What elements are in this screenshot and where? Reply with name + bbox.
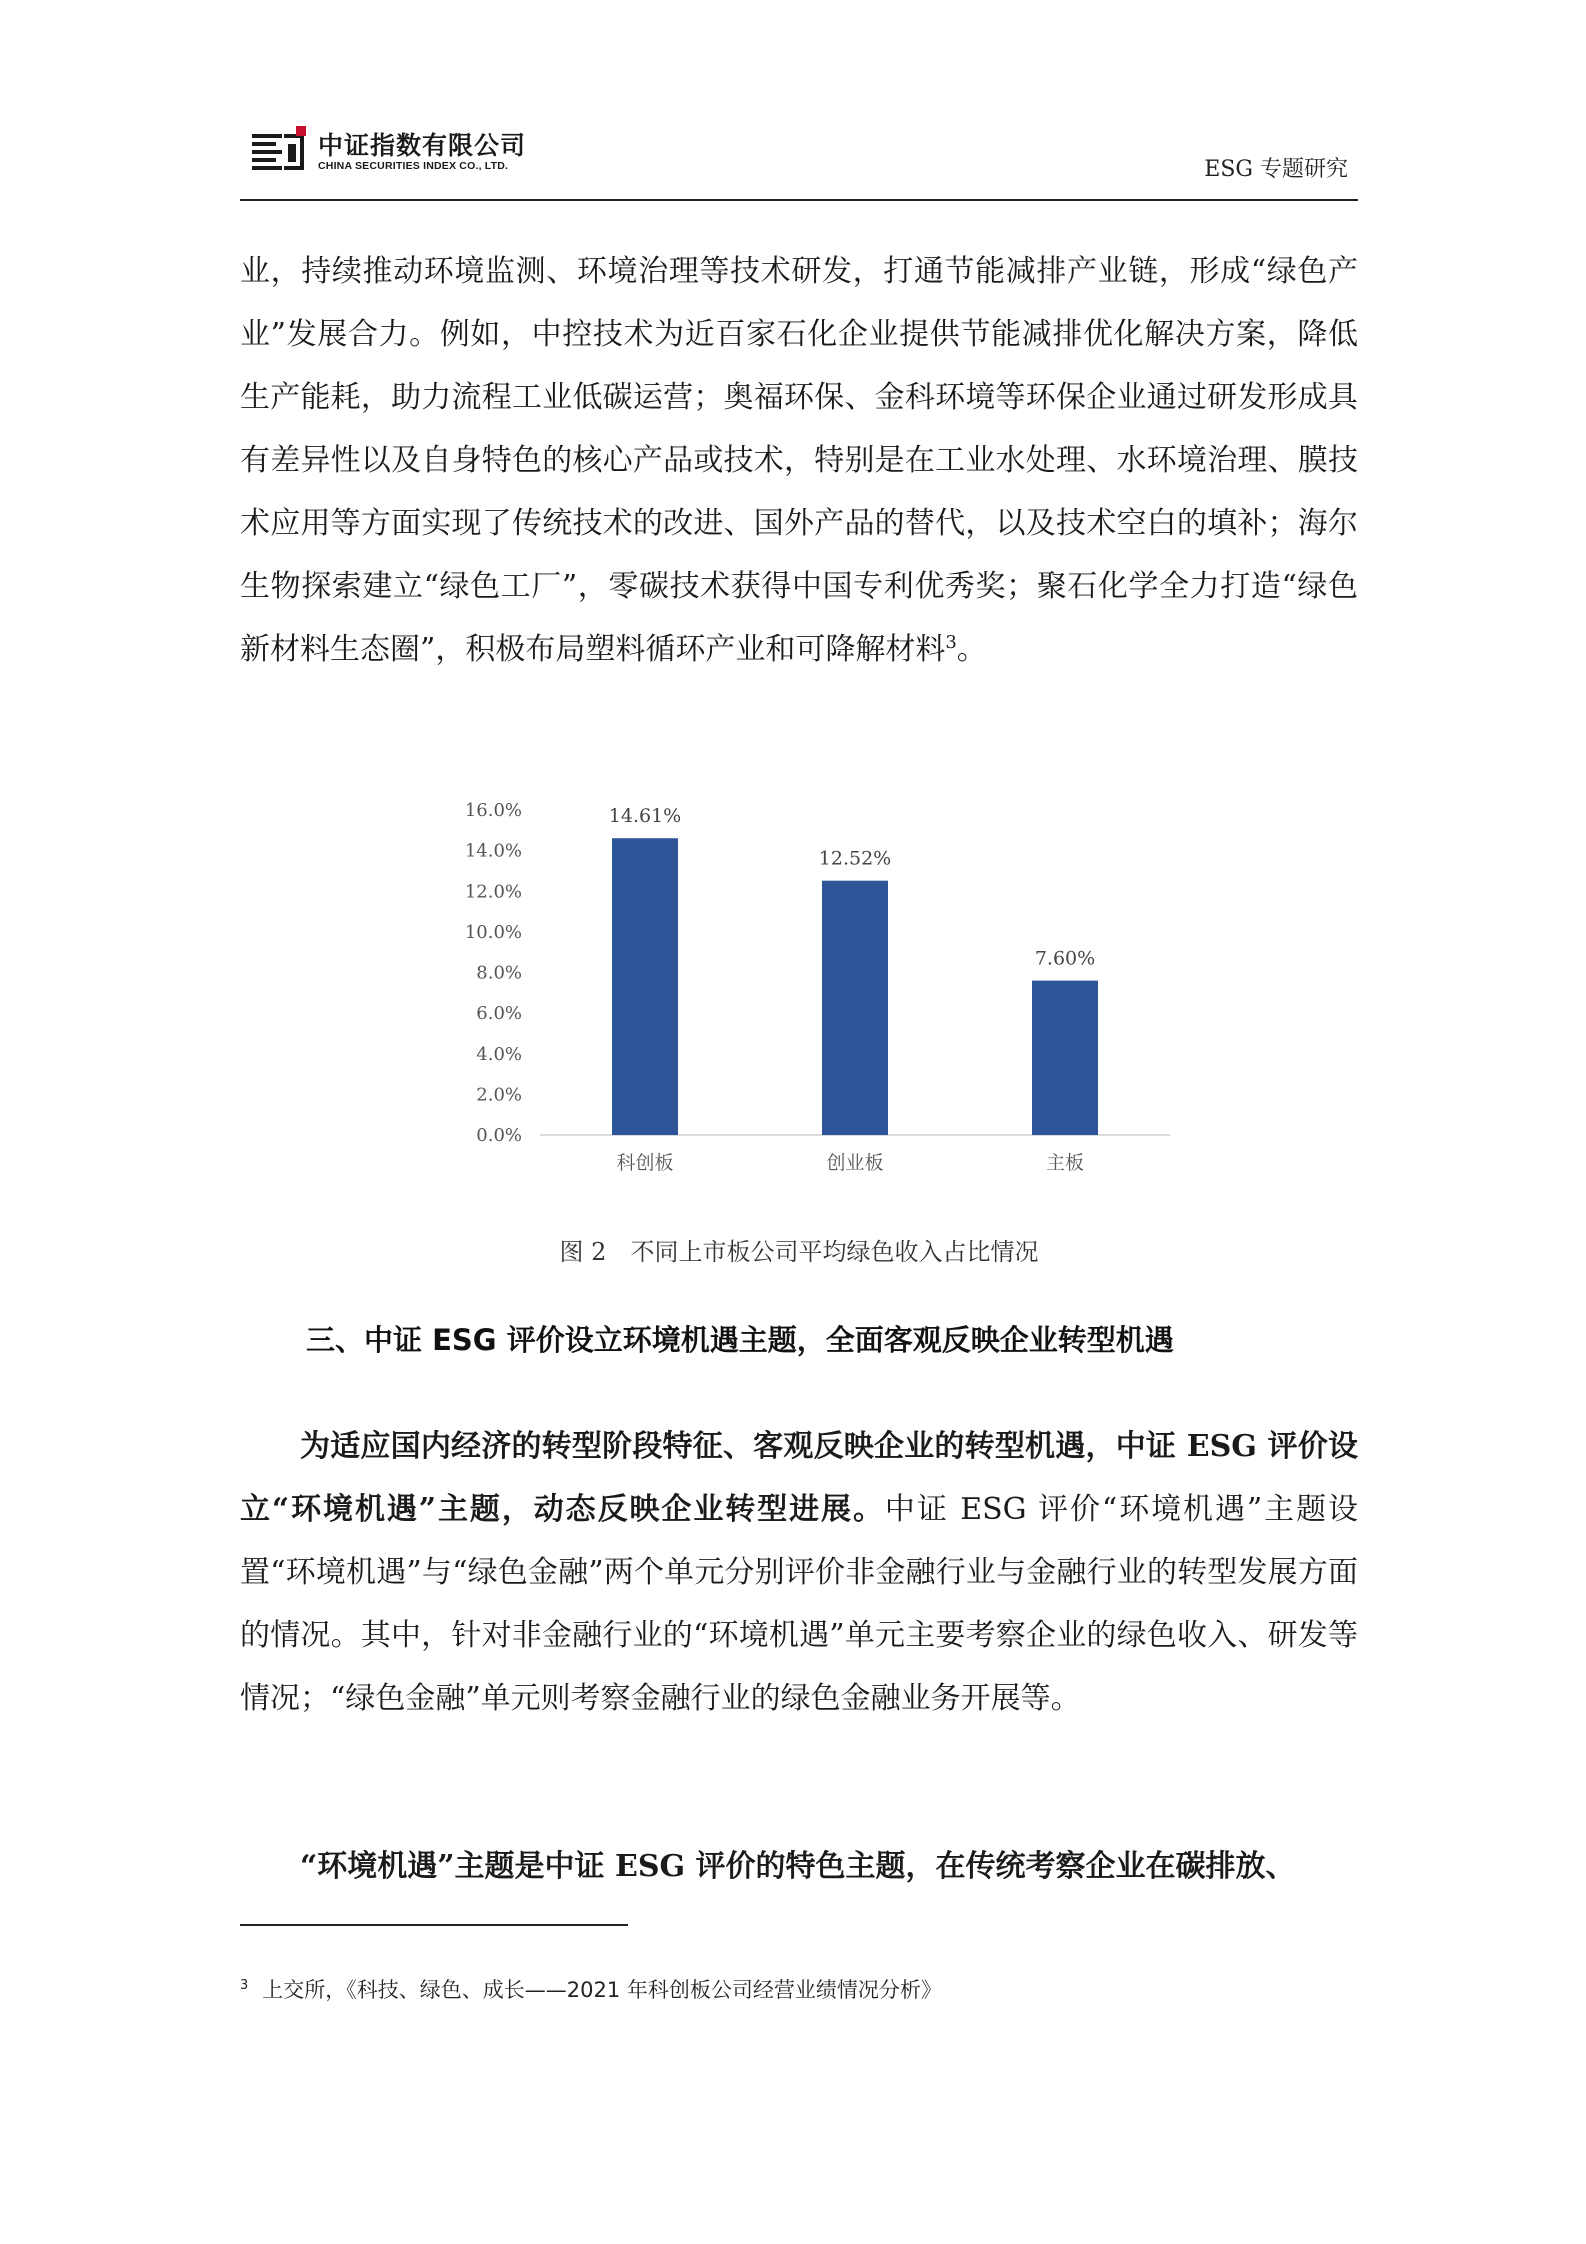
- y-tick-label: 2.0%: [476, 1084, 522, 1106]
- body-paragraph-1: [240, 240, 1358, 681]
- y-tick-label: 8.0%: [476, 962, 522, 984]
- bar-chart: [440, 790, 1200, 1190]
- footnote-ref[interactable]: 3: [945, 632, 957, 653]
- company-logo: [240, 118, 570, 178]
- data-label: 12.52%: [818, 847, 892, 870]
- y-tick-label: 12.0%: [464, 881, 522, 903]
- footnote-text: 上交所，《科技、绿色、成长——2021 年科创板公司经营业绩情况分析》: [262, 1978, 942, 2002]
- bar: [1032, 981, 1098, 1135]
- y-tick-label: 14.0%: [464, 840, 522, 862]
- section-heading: 三、中证 ESG 评价设立环境机遇主题，全面客观反映企业转型机遇: [306, 1323, 1174, 1357]
- paragraph-1-text: 业，持续推动环境监测、环境治理等技术研发，打通节能减排产业链，形成“绿色产业”发展合力。例如，中控技术为近百家石化企业提供节能减排优化解决方案，降低生产能耗，助力流程工业低碳运营；奥福环保、金科环境等环保企业通过研发形成具有差异性以及自身特色的核心产品或技术，特别是在工业水处理、水环境治理、膜技术应用等方面实现了传统技术的改进、国外产品的替代，以及技术空白的填补；海尔生物探索建立“绿色工厂”，零碳技术获得中国专利优秀奖；聚石化学全力打造“绿色新材料生态圈”，积极布局塑料循环产业和可降解材料: [240, 254, 1358, 667]
- footnote: [240, 1974, 942, 2004]
- data-label: 7.60%: [1034, 947, 1096, 970]
- y-tick-label: 10.0%: [464, 921, 522, 943]
- footnote-number: 3: [240, 1978, 249, 1993]
- y-tick-label: 4.0%: [476, 1043, 522, 1065]
- page-header: [240, 112, 1358, 200]
- y-tick-label: 6.0%: [476, 1003, 522, 1025]
- paragraph-2-normal: 中证 ESG 评价“环境机遇”主题设置“环境机遇”与“绿色金融”两个单元分别评价非金融行业与金融行业的转型发展方面的情况。其中，针对非金融行业的“环境机遇”单元主要考察企业的绿色收入、研发等情况；“绿色金融”单元则考察金融行业的绿色金融业务开展等。: [240, 1492, 1358, 1716]
- company-name-cn: 中证指数有限公司: [318, 131, 527, 160]
- body-paragraph-3: [240, 1835, 1358, 1898]
- paragraph-3-bold: “环境机遇”主题是中证 ESG 评价的特色主题，在传统考察企业在碳排放、: [300, 1849, 1296, 1884]
- data-label: 14.61%: [608, 805, 682, 828]
- paragraph-2-bold: 为适应国内经济的转型阶段特征、客观反映企业的转型机遇，中证 ESG 评价设立“环境机遇”主题，动态反映企业转型进展。: [240, 1429, 1358, 1527]
- logo-mark-icon: [250, 126, 310, 176]
- body-paragraph-2: [240, 1415, 1358, 1730]
- paragraph-1-end: 。: [956, 632, 987, 667]
- header-divider: [240, 199, 1358, 201]
- bar: [612, 838, 678, 1135]
- chart-svg: [440, 790, 1200, 1190]
- x-tick-label: 主板: [1045, 1152, 1085, 1174]
- company-name-en: CHINA SECURITIES INDEX CO., LTD.: [318, 160, 509, 172]
- y-tick-label: 16.0%: [464, 800, 522, 821]
- series-label: ESG 专题研究: [1204, 157, 1348, 182]
- x-tick-label: 创业板: [826, 1152, 884, 1174]
- footnote-divider: [240, 1924, 628, 1926]
- figure-caption: 图 2 不同上市板公司平均绿色收入占比情况: [559, 1238, 1039, 1266]
- x-tick-label: 科创板: [616, 1152, 674, 1174]
- y-tick-label: 0.0%: [476, 1125, 522, 1146]
- bar: [822, 881, 888, 1135]
